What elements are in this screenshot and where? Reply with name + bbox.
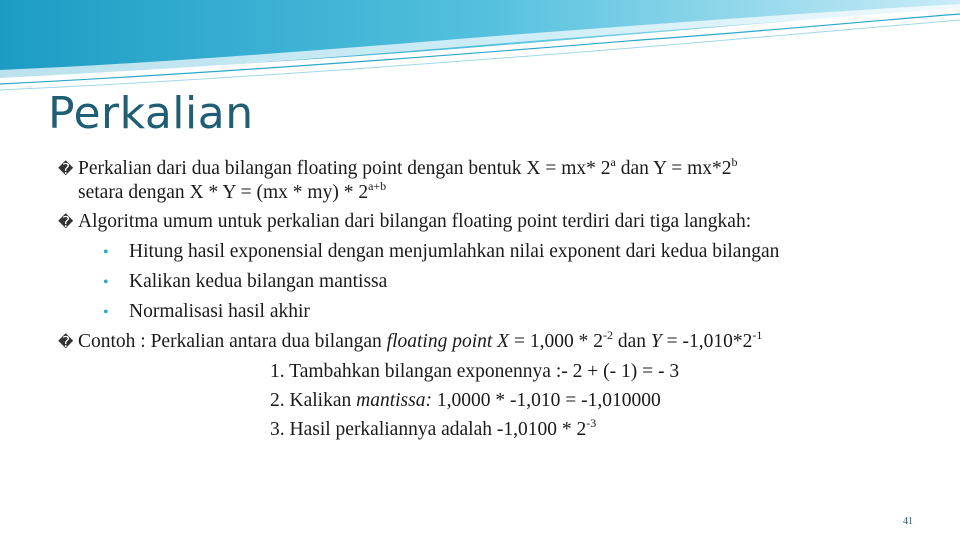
list-item-step-2	[58, 267, 918, 297]
step-text: Hitung hasil exponensial dengan menjumlahkan nilai exponent dari kedua bilangan	[129, 241, 780, 262]
p1-text-c: setara dengan X * Y = (mx * my) * 2	[78, 182, 369, 203]
example-step-3-sup: -3	[586, 416, 597, 430]
slide-body	[58, 154, 918, 444]
p1-sup-c: a+b	[368, 179, 387, 193]
page-number: 41	[903, 516, 913, 527]
example-step-1-text: 1. Tambahkan bilangan exponennya :- 2 + (- 1) = - 3	[270, 361, 680, 382]
example-step-2-text-a: 2. Kalikan	[270, 390, 357, 411]
step-text: Kalikan kedua bilangan mantissa	[129, 271, 388, 292]
example-step-2-text-b: mantissa:	[356, 390, 432, 411]
example-step-3-text: 3. Hasil perkaliannya adalah -1,0100 * 2	[270, 419, 587, 440]
paragraph-perkalian-cont	[58, 178, 918, 207]
example-step-3	[58, 415, 918, 444]
p3-text-a: Contoh : Perkalian antara dua bilangan	[78, 331, 387, 352]
example-step-1	[58, 357, 918, 386]
p3-sup-c: -2	[602, 328, 613, 342]
paragraph-algoritma	[58, 207, 918, 237]
example-step-2-text-c: 1,0000 * -1,010 = -1,010000	[431, 390, 661, 411]
p3-text-e: Y	[650, 331, 662, 352]
dot-icon: •	[103, 244, 109, 261]
dot-icon: •	[103, 274, 109, 291]
p3-text-d: dan	[612, 331, 651, 352]
p2-text: Algoritma umum untuk perkalian dari bilangan floating point terdiri dari tiga langkah:	[78, 211, 752, 232]
list-item-step-3	[58, 297, 918, 327]
p3-text-c: = 1,000 * 2	[509, 331, 603, 352]
p1-sup-a: a	[610, 155, 616, 169]
paragraph-contoh	[58, 327, 918, 357]
p3-text-f: = -1,010*2	[661, 331, 753, 352]
step-text: Normalisasi hasil akhir	[129, 301, 310, 322]
p1-text-a: Perkalian dari dua bilangan floating point dengan bentuk X = mx* 2	[78, 158, 611, 179]
example-step-2	[58, 386, 918, 415]
p3-sup-f: -1	[752, 328, 763, 342]
header-wave-decoration	[0, 0, 960, 100]
bullet-icon: �	[58, 213, 74, 231]
dot-icon: •	[103, 304, 109, 321]
slide-title: Perkalian	[48, 88, 254, 139]
p1-sup-b: b	[731, 155, 738, 169]
list-item-step-1	[58, 237, 918, 267]
p1-text-b: dan Y = mx*2	[615, 158, 732, 179]
p3-text-b: floating point X	[386, 331, 510, 352]
bullet-icon: �	[58, 160, 74, 178]
bullet-icon: �	[58, 333, 74, 351]
